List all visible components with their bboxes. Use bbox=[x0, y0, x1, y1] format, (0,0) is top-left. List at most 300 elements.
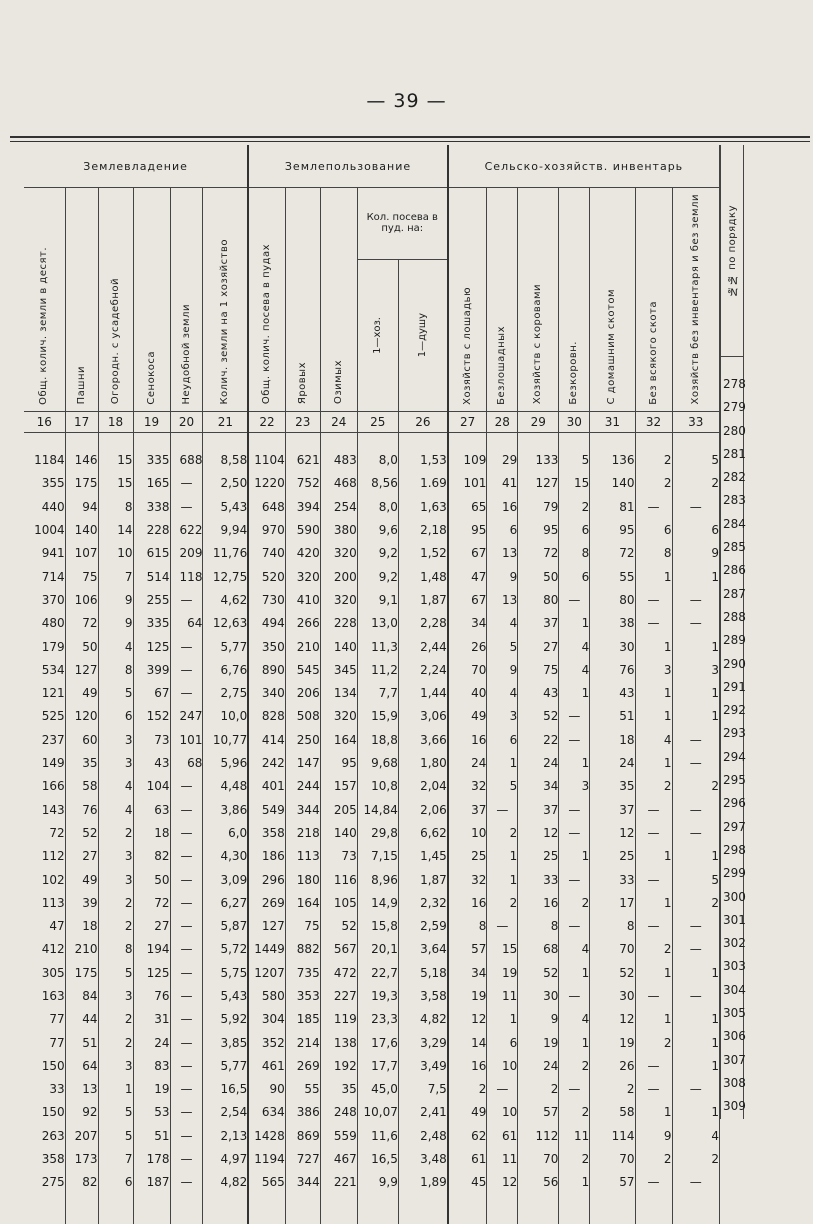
header-c18: Огородн. с усадебной bbox=[109, 278, 121, 405]
column-number: 18 bbox=[98, 411, 133, 432]
table-cell: 127 bbox=[65, 658, 98, 681]
table-cell: — bbox=[170, 984, 203, 1007]
column-number: 31 bbox=[590, 411, 635, 432]
order-number: 278 bbox=[723, 377, 746, 391]
table-cell: 17,7 bbox=[357, 1054, 398, 1077]
table-cell: 10 bbox=[448, 821, 487, 844]
table-cell: 186 bbox=[248, 845, 285, 868]
table-cell: 752 bbox=[285, 472, 320, 495]
table-cell: — bbox=[170, 938, 203, 961]
table-cell: 242 bbox=[248, 751, 285, 774]
table-cell: 113 bbox=[24, 891, 65, 914]
table-cell: 2,06 bbox=[398, 798, 447, 821]
order-number: 286 bbox=[723, 563, 746, 578]
header-c22: Общ. колич. посева в пудах bbox=[260, 244, 272, 405]
data-grid bbox=[24, 145, 720, 1224]
table-cell: 247 bbox=[170, 705, 203, 728]
table-cell: 1,53 bbox=[398, 449, 447, 472]
table-cell: 882 bbox=[285, 938, 320, 961]
table-cell: 735 bbox=[285, 961, 320, 984]
table-row bbox=[24, 495, 720, 518]
table-cell: 29 bbox=[487, 449, 518, 472]
table-cell: 34 bbox=[518, 775, 559, 798]
table-cell: 2 bbox=[559, 1101, 590, 1124]
table-cell: 520 bbox=[248, 565, 285, 588]
table-cell: 136 bbox=[590, 449, 635, 472]
table-cell: 125 bbox=[133, 635, 170, 658]
table-row bbox=[24, 961, 720, 984]
table-cell: 545 bbox=[285, 658, 320, 681]
table-row bbox=[24, 682, 720, 705]
table-cell: 16 bbox=[448, 728, 487, 751]
table-cell: 104 bbox=[133, 775, 170, 798]
column-number: 22 bbox=[248, 411, 285, 432]
table-cell: 3 bbox=[487, 705, 518, 728]
table-cell: — bbox=[170, 914, 203, 937]
table-row bbox=[24, 845, 720, 868]
order-number: 281 bbox=[723, 446, 746, 461]
table-cell: 7,5 bbox=[398, 1078, 447, 1101]
table-cell: 43 bbox=[518, 682, 559, 705]
table-cell: 8 bbox=[590, 914, 635, 937]
header-c20: Неудобной земли bbox=[180, 304, 192, 405]
table-cell: 194 bbox=[133, 938, 170, 961]
table-cell: 4 bbox=[98, 635, 133, 658]
header-c32: Без всякого скота bbox=[647, 300, 659, 405]
column-number: 23 bbox=[285, 411, 320, 432]
table-cell: 634 bbox=[248, 1101, 285, 1124]
table-cell: 24 bbox=[133, 1031, 170, 1054]
table-cell: 3 bbox=[98, 868, 133, 891]
table-cell: 269 bbox=[248, 891, 285, 914]
table-cell: 82 bbox=[133, 845, 170, 868]
table-cell: 5 bbox=[672, 868, 719, 891]
table-cell: 1,45 bbox=[398, 845, 447, 868]
table-cell: 565 bbox=[248, 1171, 285, 1194]
table-cell: 165 bbox=[133, 472, 170, 495]
table-cell: — bbox=[559, 984, 590, 1007]
order-number: 301 bbox=[723, 912, 746, 927]
table-cell: 2,24 bbox=[398, 658, 447, 681]
table-row bbox=[24, 1147, 720, 1170]
table-cell: 8,56 bbox=[357, 472, 398, 495]
header-c17: Пашни bbox=[75, 366, 87, 405]
table-cell: — bbox=[170, 1031, 203, 1054]
table-cell: 3,06 bbox=[398, 705, 447, 728]
table-cell: 18 bbox=[65, 914, 98, 937]
table-cell: 49 bbox=[448, 1101, 487, 1124]
table-cell: 621 bbox=[285, 449, 320, 472]
order-number: 297 bbox=[723, 819, 746, 834]
table-cell: 9 bbox=[98, 612, 133, 635]
table-cell: 24 bbox=[518, 1054, 559, 1077]
table-cell: 112 bbox=[24, 845, 65, 868]
table-cell: 1428 bbox=[248, 1124, 285, 1147]
table-cell: 4 bbox=[559, 938, 590, 961]
column-number: 29 bbox=[518, 411, 559, 432]
table-cell: 65 bbox=[448, 495, 487, 518]
table-cell: 320 bbox=[320, 588, 357, 611]
table-cell: 12 bbox=[448, 1008, 487, 1031]
table-cell: — bbox=[672, 798, 719, 821]
table-cell: 22 bbox=[518, 728, 559, 751]
table-cell: 5 bbox=[98, 1124, 133, 1147]
table-cell: 14 bbox=[98, 518, 133, 541]
table-cell: 237 bbox=[24, 728, 65, 751]
header-c23: Яровых bbox=[296, 362, 308, 405]
table-cell: 94 bbox=[65, 495, 98, 518]
order-number: 302 bbox=[723, 936, 746, 951]
table-cell: 152 bbox=[133, 705, 170, 728]
table-cell: 75 bbox=[65, 565, 98, 588]
top-rule-thin bbox=[10, 141, 810, 142]
table-cell: 5,92 bbox=[203, 1008, 248, 1031]
table-cell: 6 bbox=[635, 518, 672, 541]
table-cell: 1,63 bbox=[398, 495, 447, 518]
column-number: 32 bbox=[635, 411, 672, 432]
table-cell: 209 bbox=[170, 542, 203, 565]
table-cell: 163 bbox=[24, 984, 65, 1007]
table-cell: 19 bbox=[133, 1078, 170, 1101]
table-cell: 2,13 bbox=[203, 1124, 248, 1147]
table-cell: 101 bbox=[448, 472, 487, 495]
table-cell: — bbox=[487, 798, 518, 821]
table-row bbox=[24, 984, 720, 1007]
table-cell: 8 bbox=[635, 542, 672, 565]
table-cell: 10,07 bbox=[357, 1101, 398, 1124]
table-cell: 2 bbox=[448, 1078, 487, 1101]
table-cell: 62 bbox=[448, 1124, 487, 1147]
table-cell: 2,18 bbox=[398, 518, 447, 541]
table-cell: 2 bbox=[672, 775, 719, 798]
table-cell: 49 bbox=[65, 682, 98, 705]
table-cell: 11 bbox=[487, 1147, 518, 1170]
table-cell: 6 bbox=[487, 1031, 518, 1054]
table-cell: 9 bbox=[518, 1008, 559, 1031]
header-c16: Общ. колич. земли в десят. bbox=[38, 246, 50, 405]
table-cell: 1 bbox=[559, 1171, 590, 1194]
table-cell: 120 bbox=[65, 705, 98, 728]
table-cell: 6,27 bbox=[203, 891, 248, 914]
table-cell: 266 bbox=[285, 612, 320, 635]
table-cell: 16 bbox=[487, 495, 518, 518]
table-row bbox=[24, 705, 720, 728]
table-cell: 12,75 bbox=[203, 565, 248, 588]
order-number-column bbox=[720, 145, 744, 1119]
table-cell: 2,50 bbox=[203, 472, 248, 495]
table-cell: 472 bbox=[320, 961, 357, 984]
table-cell: 205 bbox=[320, 798, 357, 821]
table-cell: 3,86 bbox=[203, 798, 248, 821]
table-cell: 5 bbox=[98, 682, 133, 705]
table-cell: 39 bbox=[65, 891, 98, 914]
table-cell: 1 bbox=[487, 1008, 518, 1031]
table-cell: 7,15 bbox=[357, 845, 398, 868]
table-cell: 6,0 bbox=[203, 821, 248, 844]
order-number: 287 bbox=[723, 586, 746, 601]
table-cell: 143 bbox=[24, 798, 65, 821]
table-cell: — bbox=[672, 588, 719, 611]
table-cell: 49 bbox=[448, 705, 487, 728]
table-cell: 3 bbox=[559, 775, 590, 798]
table-cell: 25 bbox=[448, 845, 487, 868]
table-cell: — bbox=[635, 821, 672, 844]
table-cell: 218 bbox=[285, 821, 320, 844]
table-cell: — bbox=[170, 821, 203, 844]
table-cell: 9,68 bbox=[357, 751, 398, 774]
table-cell: 514 bbox=[133, 565, 170, 588]
table-cell: 1 bbox=[672, 1101, 719, 1124]
header-c31: С домашним скотом bbox=[606, 289, 618, 405]
table-cell: 77 bbox=[24, 1008, 65, 1031]
table-cell: 70 bbox=[590, 1147, 635, 1170]
table-cell: 7 bbox=[98, 1147, 133, 1170]
table-cell: 480 bbox=[24, 612, 65, 635]
table-cell: 14,9 bbox=[357, 891, 398, 914]
table-cell: 2 bbox=[672, 891, 719, 914]
table-cell: 4,62 bbox=[203, 588, 248, 611]
table-cell: 2 bbox=[98, 914, 133, 937]
table-cell: 105 bbox=[320, 891, 357, 914]
table-cell: — bbox=[672, 751, 719, 774]
column-number: 26 bbox=[398, 411, 447, 432]
table-cell: — bbox=[170, 775, 203, 798]
table-cell: 420 bbox=[285, 542, 320, 565]
table-cell: — bbox=[672, 728, 719, 751]
table-cell: 9 bbox=[487, 658, 518, 681]
table-row bbox=[24, 635, 720, 658]
table-cell: 2,04 bbox=[398, 775, 447, 798]
table-cell: 254 bbox=[320, 495, 357, 518]
table-cell: 187 bbox=[133, 1171, 170, 1194]
table-cell: 344 bbox=[285, 1171, 320, 1194]
table-cell: 63 bbox=[133, 798, 170, 821]
table-cell: 1,87 bbox=[398, 588, 447, 611]
table-cell: 3 bbox=[635, 658, 672, 681]
table-cell: 13 bbox=[487, 588, 518, 611]
table-cell: 146 bbox=[65, 449, 98, 472]
table-cell: — bbox=[487, 914, 518, 937]
header-c19: Сенокоса bbox=[145, 350, 157, 405]
column-number: 28 bbox=[487, 411, 518, 432]
table-cell: 2 bbox=[635, 1147, 672, 1170]
table-row bbox=[24, 472, 720, 495]
table-cell: 12 bbox=[590, 1008, 635, 1031]
table-cell: 32 bbox=[448, 868, 487, 891]
table-row bbox=[24, 565, 720, 588]
table-cell: 175 bbox=[65, 961, 98, 984]
table-cell: 440 bbox=[24, 495, 65, 518]
table-cell: 3 bbox=[98, 728, 133, 751]
table-cell: 52 bbox=[320, 914, 357, 937]
table-cell: 178 bbox=[133, 1147, 170, 1170]
table-cell: 4,82 bbox=[398, 1008, 447, 1031]
order-number: 289 bbox=[723, 633, 746, 648]
table-cell: 296 bbox=[248, 868, 285, 891]
order-number: 306 bbox=[723, 1029, 746, 1044]
table-cell: 45 bbox=[448, 1171, 487, 1194]
order-number: 294 bbox=[723, 749, 746, 764]
order-number: 308 bbox=[723, 1075, 746, 1090]
table-cell: — bbox=[635, 914, 672, 937]
table-cell: — bbox=[672, 821, 719, 844]
table-cell: 44 bbox=[65, 1008, 98, 1031]
table-cell: 15 bbox=[98, 472, 133, 495]
table-cell: 1 bbox=[672, 1008, 719, 1031]
table-cell: 338 bbox=[133, 495, 170, 518]
table-cell: 13 bbox=[65, 1078, 98, 1101]
table-body bbox=[24, 432, 720, 1224]
table-cell: 7 bbox=[98, 565, 133, 588]
table-cell: 214 bbox=[285, 1031, 320, 1054]
table-cell: — bbox=[170, 868, 203, 891]
header-c34: №№ по порядку bbox=[726, 204, 738, 297]
table-cell: — bbox=[559, 728, 590, 751]
table-cell: 58 bbox=[590, 1101, 635, 1124]
table-cell: — bbox=[170, 472, 203, 495]
table-cell: — bbox=[559, 798, 590, 821]
table-cell: 75 bbox=[285, 914, 320, 937]
table-cell: — bbox=[559, 705, 590, 728]
table-row bbox=[24, 751, 720, 774]
table-cell: 31 bbox=[133, 1008, 170, 1031]
table-cell: 412 bbox=[24, 938, 65, 961]
table-cell: 8,96 bbox=[357, 868, 398, 891]
table-cell: 67 bbox=[448, 588, 487, 611]
table-cell: 27 bbox=[518, 635, 559, 658]
table-cell: 228 bbox=[320, 612, 357, 635]
header-c28: Безлошадных bbox=[496, 325, 508, 405]
table-cell: 5 bbox=[487, 635, 518, 658]
table-cell: 4 bbox=[487, 682, 518, 705]
table-cell: 157 bbox=[320, 775, 357, 798]
table-row bbox=[24, 914, 720, 937]
table-cell: 43 bbox=[590, 682, 635, 705]
table-cell: 19 bbox=[487, 961, 518, 984]
table-cell: 9,94 bbox=[203, 518, 248, 541]
table-cell: — bbox=[635, 1171, 672, 1194]
table-cell: — bbox=[170, 495, 203, 518]
table-cell: 2 bbox=[98, 821, 133, 844]
table-cell: 9,6 bbox=[357, 518, 398, 541]
header-c24: Озимых bbox=[332, 360, 344, 405]
table-cell: 127 bbox=[518, 472, 559, 495]
table-cell: 352 bbox=[248, 1031, 285, 1054]
table-cell: 4,82 bbox=[203, 1171, 248, 1194]
table-cell: 3,48 bbox=[398, 1147, 447, 1170]
table-cell: 2 bbox=[635, 472, 672, 495]
table-cell: — bbox=[170, 682, 203, 705]
table-cell: 1 bbox=[635, 705, 672, 728]
table-cell: 26 bbox=[448, 635, 487, 658]
table-cell: 2 bbox=[559, 1054, 590, 1077]
table-cell: 11,2 bbox=[357, 658, 398, 681]
table-cell: 50 bbox=[133, 868, 170, 891]
table-cell: 57 bbox=[518, 1101, 559, 1124]
table-cell: 1,89 bbox=[398, 1171, 447, 1194]
table-cell: 6 bbox=[487, 518, 518, 541]
table-cell: 40 bbox=[448, 682, 487, 705]
table-cell: 113 bbox=[285, 845, 320, 868]
table-cell: 37 bbox=[590, 798, 635, 821]
table-cell: 56 bbox=[518, 1171, 559, 1194]
table-cell: 380 bbox=[320, 518, 357, 541]
table-cell: 82 bbox=[65, 1171, 98, 1194]
table-cell: 30 bbox=[590, 984, 635, 1007]
table-cell: 340 bbox=[248, 682, 285, 705]
order-number: 292 bbox=[723, 703, 746, 718]
table-cell: 15,9 bbox=[357, 705, 398, 728]
table-cell: 95 bbox=[590, 518, 635, 541]
table-cell: 83 bbox=[133, 1054, 170, 1077]
table-cell: 1 bbox=[635, 682, 672, 705]
table-cell: 386 bbox=[285, 1101, 320, 1124]
table-cell: 10 bbox=[487, 1101, 518, 1124]
table-cell: 461 bbox=[248, 1054, 285, 1077]
table-cell: 1 bbox=[559, 845, 590, 868]
table-cell: 2,32 bbox=[398, 891, 447, 914]
table-cell: 18 bbox=[133, 821, 170, 844]
top-rule bbox=[10, 136, 810, 138]
table-cell: 11,3 bbox=[357, 635, 398, 658]
table-cell: 2 bbox=[590, 1078, 635, 1101]
table-cell: 1184 bbox=[24, 449, 65, 472]
table-cell: 4,30 bbox=[203, 845, 248, 868]
order-number: 303 bbox=[723, 959, 746, 974]
table-cell: 4,97 bbox=[203, 1147, 248, 1170]
table-cell: — bbox=[672, 1171, 719, 1194]
table-cell: 106 bbox=[65, 588, 98, 611]
table-cell: 2 bbox=[518, 1078, 559, 1101]
table-cell: 19 bbox=[518, 1031, 559, 1054]
table-cell: 8,0 bbox=[357, 449, 398, 472]
table-cell: 1 bbox=[559, 1031, 590, 1054]
table-cell: 269 bbox=[285, 1054, 320, 1077]
table-cell: 2 bbox=[559, 1147, 590, 1170]
table-cell: 890 bbox=[248, 658, 285, 681]
statistics-table bbox=[24, 145, 720, 1190]
table-cell: — bbox=[170, 961, 203, 984]
table-cell: 58 bbox=[65, 775, 98, 798]
table-cell: 1 bbox=[672, 682, 719, 705]
table-row bbox=[24, 775, 720, 798]
table-cell: 27 bbox=[133, 914, 170, 937]
table-cell: 164 bbox=[320, 728, 357, 751]
table-cell: 20,1 bbox=[357, 938, 398, 961]
table-cell: 1 bbox=[559, 682, 590, 705]
table-cell: 714 bbox=[24, 565, 65, 588]
table-row bbox=[24, 1124, 720, 1147]
table-cell: 2,48 bbox=[398, 1124, 447, 1147]
order-number: 280 bbox=[723, 423, 746, 438]
order-number: 305 bbox=[723, 1006, 746, 1021]
table-cell: — bbox=[559, 914, 590, 937]
table-cell: — bbox=[170, 1054, 203, 1077]
table-cell: 57 bbox=[448, 938, 487, 961]
table-cell: 210 bbox=[65, 938, 98, 961]
table-cell: 2,75 bbox=[203, 682, 248, 705]
table-row bbox=[24, 1008, 720, 1031]
table-cell: 90 bbox=[248, 1078, 285, 1101]
table-cell: 2 bbox=[98, 1008, 133, 1031]
table-row bbox=[24, 798, 720, 821]
header-c33: Хозяйств без инвентаря и без земли bbox=[689, 194, 701, 405]
table-cell: — bbox=[559, 1078, 590, 1101]
table-cell: 164 bbox=[285, 891, 320, 914]
table-cell: 467 bbox=[320, 1147, 357, 1170]
table-cell: 9 bbox=[487, 565, 518, 588]
table-cell: 320 bbox=[320, 542, 357, 565]
